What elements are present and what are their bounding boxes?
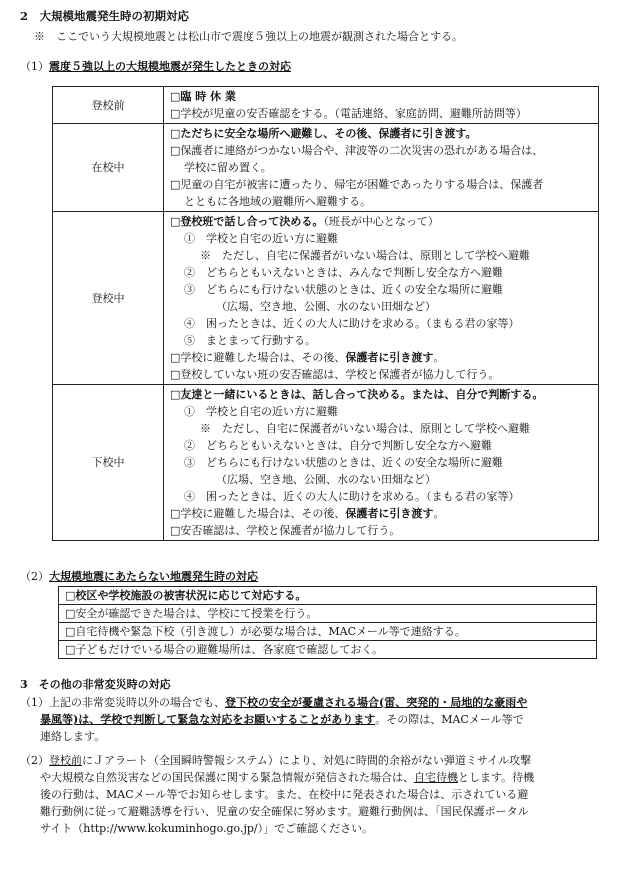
going-line-5: ③ どちらにも行けない状態のときは、近くの安全な場所に避難 <box>184 283 503 296</box>
definition-note: ※ ここでいう大規模地震とは松山市で震度５強以上の地震が観測された場合とする。 <box>34 30 463 43</box>
going-line-1: □登校班で話し合って決める。（班長が中心となって） <box>170 215 439 228</box>
at-school-line-2b: 学校に留め置く。 <box>184 161 272 174</box>
at-school-line-3b: とともに各地域の避難所へ避難する。 <box>184 195 371 208</box>
before-line-2: □学校が児童の安否確認をする。（電話連絡、家庭訪問、避難所訪問等） <box>170 107 527 120</box>
going-line-6: （広場、空き地、公園、水のない田畑など） <box>216 300 436 313</box>
subsection-1-heading <box>20 58 291 75</box>
leaving-line-6: （広場、空き地、公園、水のない田畑など） <box>216 473 436 486</box>
leaving-line-5: ③ どちらにも行けない状態のときは、近くの安全な場所に避難 <box>184 456 503 469</box>
leaving-line-3: ※ ただし、自宅に保護者がいない場合は、原則として学校へ避難 <box>200 422 530 435</box>
section-3-heading: 3 その他の非常変災時の対応 <box>20 678 171 691</box>
minor-quake-line-2: □安全が確認できた場合は、学校にて授業を行う。 <box>59 605 596 623</box>
row-before-school <box>53 87 599 124</box>
response-table <box>52 86 599 541</box>
row-at-school <box>53 124 599 212</box>
row-going-to-school <box>53 212 599 385</box>
leaving-line-2: ① 学校と自宅の近い方に避難 <box>184 405 338 418</box>
leaving-line-1: □友達と一緒にいるときは、話し合って決める。または、自分で判断する。 <box>170 388 544 401</box>
label-at-school: 在校中 <box>53 124 164 212</box>
going-line-7: ④ 困ったときは、近くの大人に助けを求める。（まもる君の家等） <box>184 317 520 330</box>
label-leaving-school: 下校中 <box>53 385 164 541</box>
going-line-4: ② どちらともいえないときは、みんなで判断し安全な方へ避難 <box>184 266 503 279</box>
before-line-1: □臨 時 休 業 <box>170 90 236 103</box>
leaving-line-9: □安否確認は、学校と保護者が協力して行う。 <box>170 524 401 537</box>
subsection-2-heading <box>20 568 258 585</box>
paragraph-2: （2）登校前にＪアラート（全国瞬時警報システム）により、対処に時間的余裕がない弾道ミサイル攻撃 や大規模な自然災害などの国民保護に関する緊急情報が発信された場合は、自宅待機とします。待機 後の行動は、MACメール等でお知らせします。また、在校中に発表された場合は、示されている避 難行動例に従って避難誘導を行い、児童の安全確保に努めます。避難行動例は、「国民保護ポータル サイト（http://www.kokuminhogo.go.jp/）」でご確認ください。 <box>20 754 535 835</box>
at-school-line-3a: □児童の自宅が被害に遭ったり、帰宅が困難であったりする場合は、保護者 <box>170 178 544 191</box>
label-before-school: 登校前 <box>53 87 164 124</box>
row-leaving-school <box>53 385 599 541</box>
leaving-line-8: □学校に避難した場合は、その後、保護者に引き渡す。 <box>170 507 445 520</box>
going-line-10: □登校していない班の安否確認は、学校と保護者が協力して行う。 <box>170 368 500 381</box>
subsection-2-number: （2） <box>20 570 49 583</box>
label-going-to-school: 登校中 <box>53 212 164 385</box>
at-school-line-2a: □保護者に連絡がつかない場合や、津波等の二次災害の恐れがある場合は、 <box>170 144 544 157</box>
section-2-heading: 2 大規模地震発生時の初期対応 <box>20 9 189 23</box>
going-line-2: ① 学校と自宅の近い方に避難 <box>184 232 338 245</box>
at-school-line-1: □ただちに安全な場所へ避難し、その後、保護者に引き渡す。 <box>170 127 477 140</box>
subsection-1-title: 震度５強以上の大規模地震が発生したときの対応 <box>49 60 291 73</box>
going-line-8: ⑤ まとまって行動する。 <box>184 334 316 347</box>
paragraph-1: （1）上記の非常変災時以外の場合でも、登下校の安全が憂慮される場合(雷、突発的・局地的な豪雨や 暴風等)は、学校で判断して緊急な対応をお願いすることがあります。その際は、MACメール等で 連絡します。 <box>20 696 528 743</box>
minor-quake-line-1: □校区や学校施設の被害状況に応じて対応する。 <box>59 587 596 605</box>
subsection-2-title: 大規模地震にあたらない地震発生時の対応 <box>49 570 258 583</box>
leaving-line-4: ② どちらともいえないときは、自分で判断し安全な方へ避難 <box>184 439 492 452</box>
minor-quake-line-4: □子どもだけでいる場合の避難場所は、各家庭で確認しておく。 <box>65 643 384 656</box>
going-line-9: □学校に避難した場合は、その後、保護者に引き渡す。 <box>170 351 445 364</box>
minor-quake-box <box>58 586 597 659</box>
going-line-3: ※ ただし、自宅に保護者がいない場合は、原則として学校へ避難 <box>200 249 530 262</box>
subsection-1-number: （1） <box>20 60 49 73</box>
leaving-line-7: ④ 困ったときは、近くの大人に助けを求める。（まもる君の家等） <box>184 490 520 503</box>
minor-quake-line-3: □自宅待機や緊急下校（引き渡し）が必要な場合は、MACメール等で連絡する。 <box>59 623 596 641</box>
